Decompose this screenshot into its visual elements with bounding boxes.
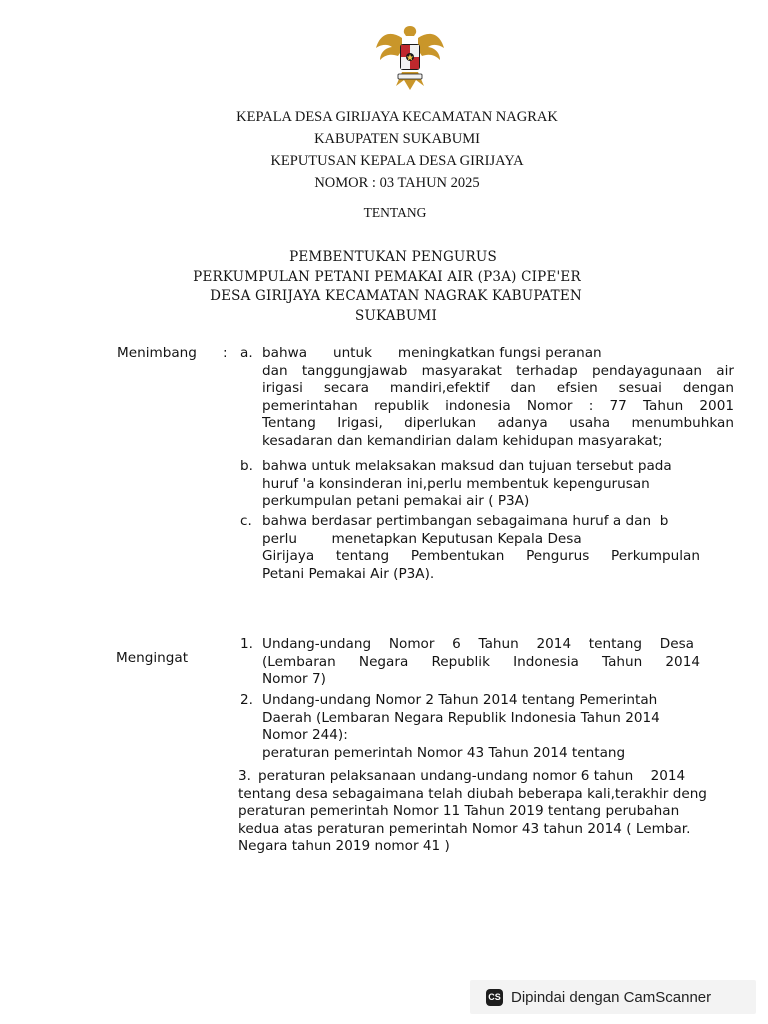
text-line: huruf 'a konsinderan ini,perlu membentuk kepengurusan: [262, 475, 650, 492]
title-line-1: PEMBENTUKAN PENGURUS: [289, 249, 497, 265]
text-line: bahwa untuk melaksakan maksud dan tujuan tersebut pada: [262, 458, 672, 474]
menimbang-a-marker: a.: [240, 345, 253, 361]
tentang-heading: [0, 202, 768, 224]
menimbang-colon: :: [223, 345, 228, 361]
header-line-3: KEPUTUSAN KEPALA DESA GIRIJAYA: [270, 153, 524, 169]
text-line: peraturan pelaksanaan undang-undang nomor 6 tahun 2014: [258, 768, 686, 784]
camscanner-label: Dipindai dengan CamScanner: [511, 988, 712, 1006]
menimbang-a-text: [262, 345, 734, 450]
mengingat-2-marker: 2.: [240, 692, 253, 708]
garuda-emblem-icon: [372, 20, 448, 96]
text-line: peraturan pemerintah Nomor 43 Tahun 2014 tentang: [262, 744, 626, 761]
menimbang-label: Menimbang: [117, 345, 197, 361]
menimbang-b-marker: b.: [240, 458, 253, 474]
mengingat-3-marker: 3.: [238, 768, 251, 784]
text-line: Tentang Irigasi, diperlukan adanya usaha menumbuhkan: [262, 415, 734, 431]
text-line: kesadaran dan kemandirian dalam kehidupan masyarakat;: [262, 432, 663, 449]
mengingat-label: Mengingat: [116, 650, 189, 666]
text-line: Undang-undang Nomor 2 Tahun 2014 tentang Pemerintah: [262, 692, 658, 708]
title-line-2: PERKUMPULAN PETANI PEMAKAI AIR (P3A) CIPE'ER: [193, 268, 581, 285]
text-line: (Lembaran Negara Republik Indonesia Tahun 2014: [262, 653, 700, 670]
header-line-4: NOMOR : 03 TAHUN 2025: [314, 175, 480, 191]
menimbang-c-text: [262, 513, 700, 583]
document-header: [0, 106, 768, 194]
text-line: kedua atas peraturan pemerintah Nomor 43 tahun 2014 ( Lembar.: [238, 820, 691, 837]
mengingat-1-marker: 1.: [240, 636, 253, 652]
header-line-1: KEPALA DESA GIRIJAYA KECAMATAN NAGRAK: [236, 109, 558, 125]
tentang-label: TENTANG: [363, 205, 427, 220]
text-line: Undang-undang Nomor 6 Tahun 2014 tentang Desa: [262, 636, 694, 652]
title-line-3: DESA GIRIJAYA KECAMATAN NAGRAK KABUPATEN: [210, 288, 582, 304]
text-line: pemerintahan republik indonesia Nomor : 77 Tahun 2001: [262, 397, 734, 414]
text-line: Nomor 244):: [262, 727, 348, 743]
title-line-4: SUKABUMI: [355, 307, 437, 324]
text-line: perlu menetapkan Keputusan Kepala Desa: [262, 530, 582, 547]
camscanner-icon: CS: [486, 989, 503, 1006]
text-line: bahwa untuk meningkatkan fungsi peranan: [262, 345, 602, 361]
mengingat-3-text: [238, 768, 734, 856]
text-line: Nomor 7): [262, 671, 326, 687]
text-line: tentang desa sebagaimana telah diubah beberapa kali,terakhir deng: [238, 785, 707, 802]
mengingat-1-text: [262, 636, 700, 689]
text-line: Negara tahun 2019 nomor 41 ): [238, 838, 450, 854]
text-line: perkumpulan petani pemakai air ( P3A): [262, 493, 530, 509]
menimbang-b-text: [262, 458, 714, 511]
text-line: Girijaya tentang Pembentukan Pengurus Perkumpulan: [262, 548, 700, 564]
text-line: Daerah (Lembaran Negara Republik Indonesia Tahun 2014: [262, 709, 660, 726]
menimbang-c-marker: c.: [240, 513, 252, 529]
document-title: [0, 248, 768, 326]
header-line-2: KABUPATEN SUKABUMI: [314, 131, 480, 147]
text-line: Petani Pemakai Air (P3A).: [262, 565, 435, 582]
text-line: irigasi secara mandiri,efektif dan efsien sesuai dengan: [262, 380, 734, 396]
text-line: bahwa berdasar pertimbangan sebagaimana huruf a dan b: [262, 513, 669, 529]
text-line: peraturan pemerintah Nomor 11 Tahun 2019 tentang perubahan: [238, 803, 680, 819]
mengingat-2-text: [262, 692, 710, 762]
text-line: dan tanggungjawab masyarakat terhadap pendayagunaan air: [262, 362, 734, 379]
camscanner-watermark: [470, 980, 756, 1014]
